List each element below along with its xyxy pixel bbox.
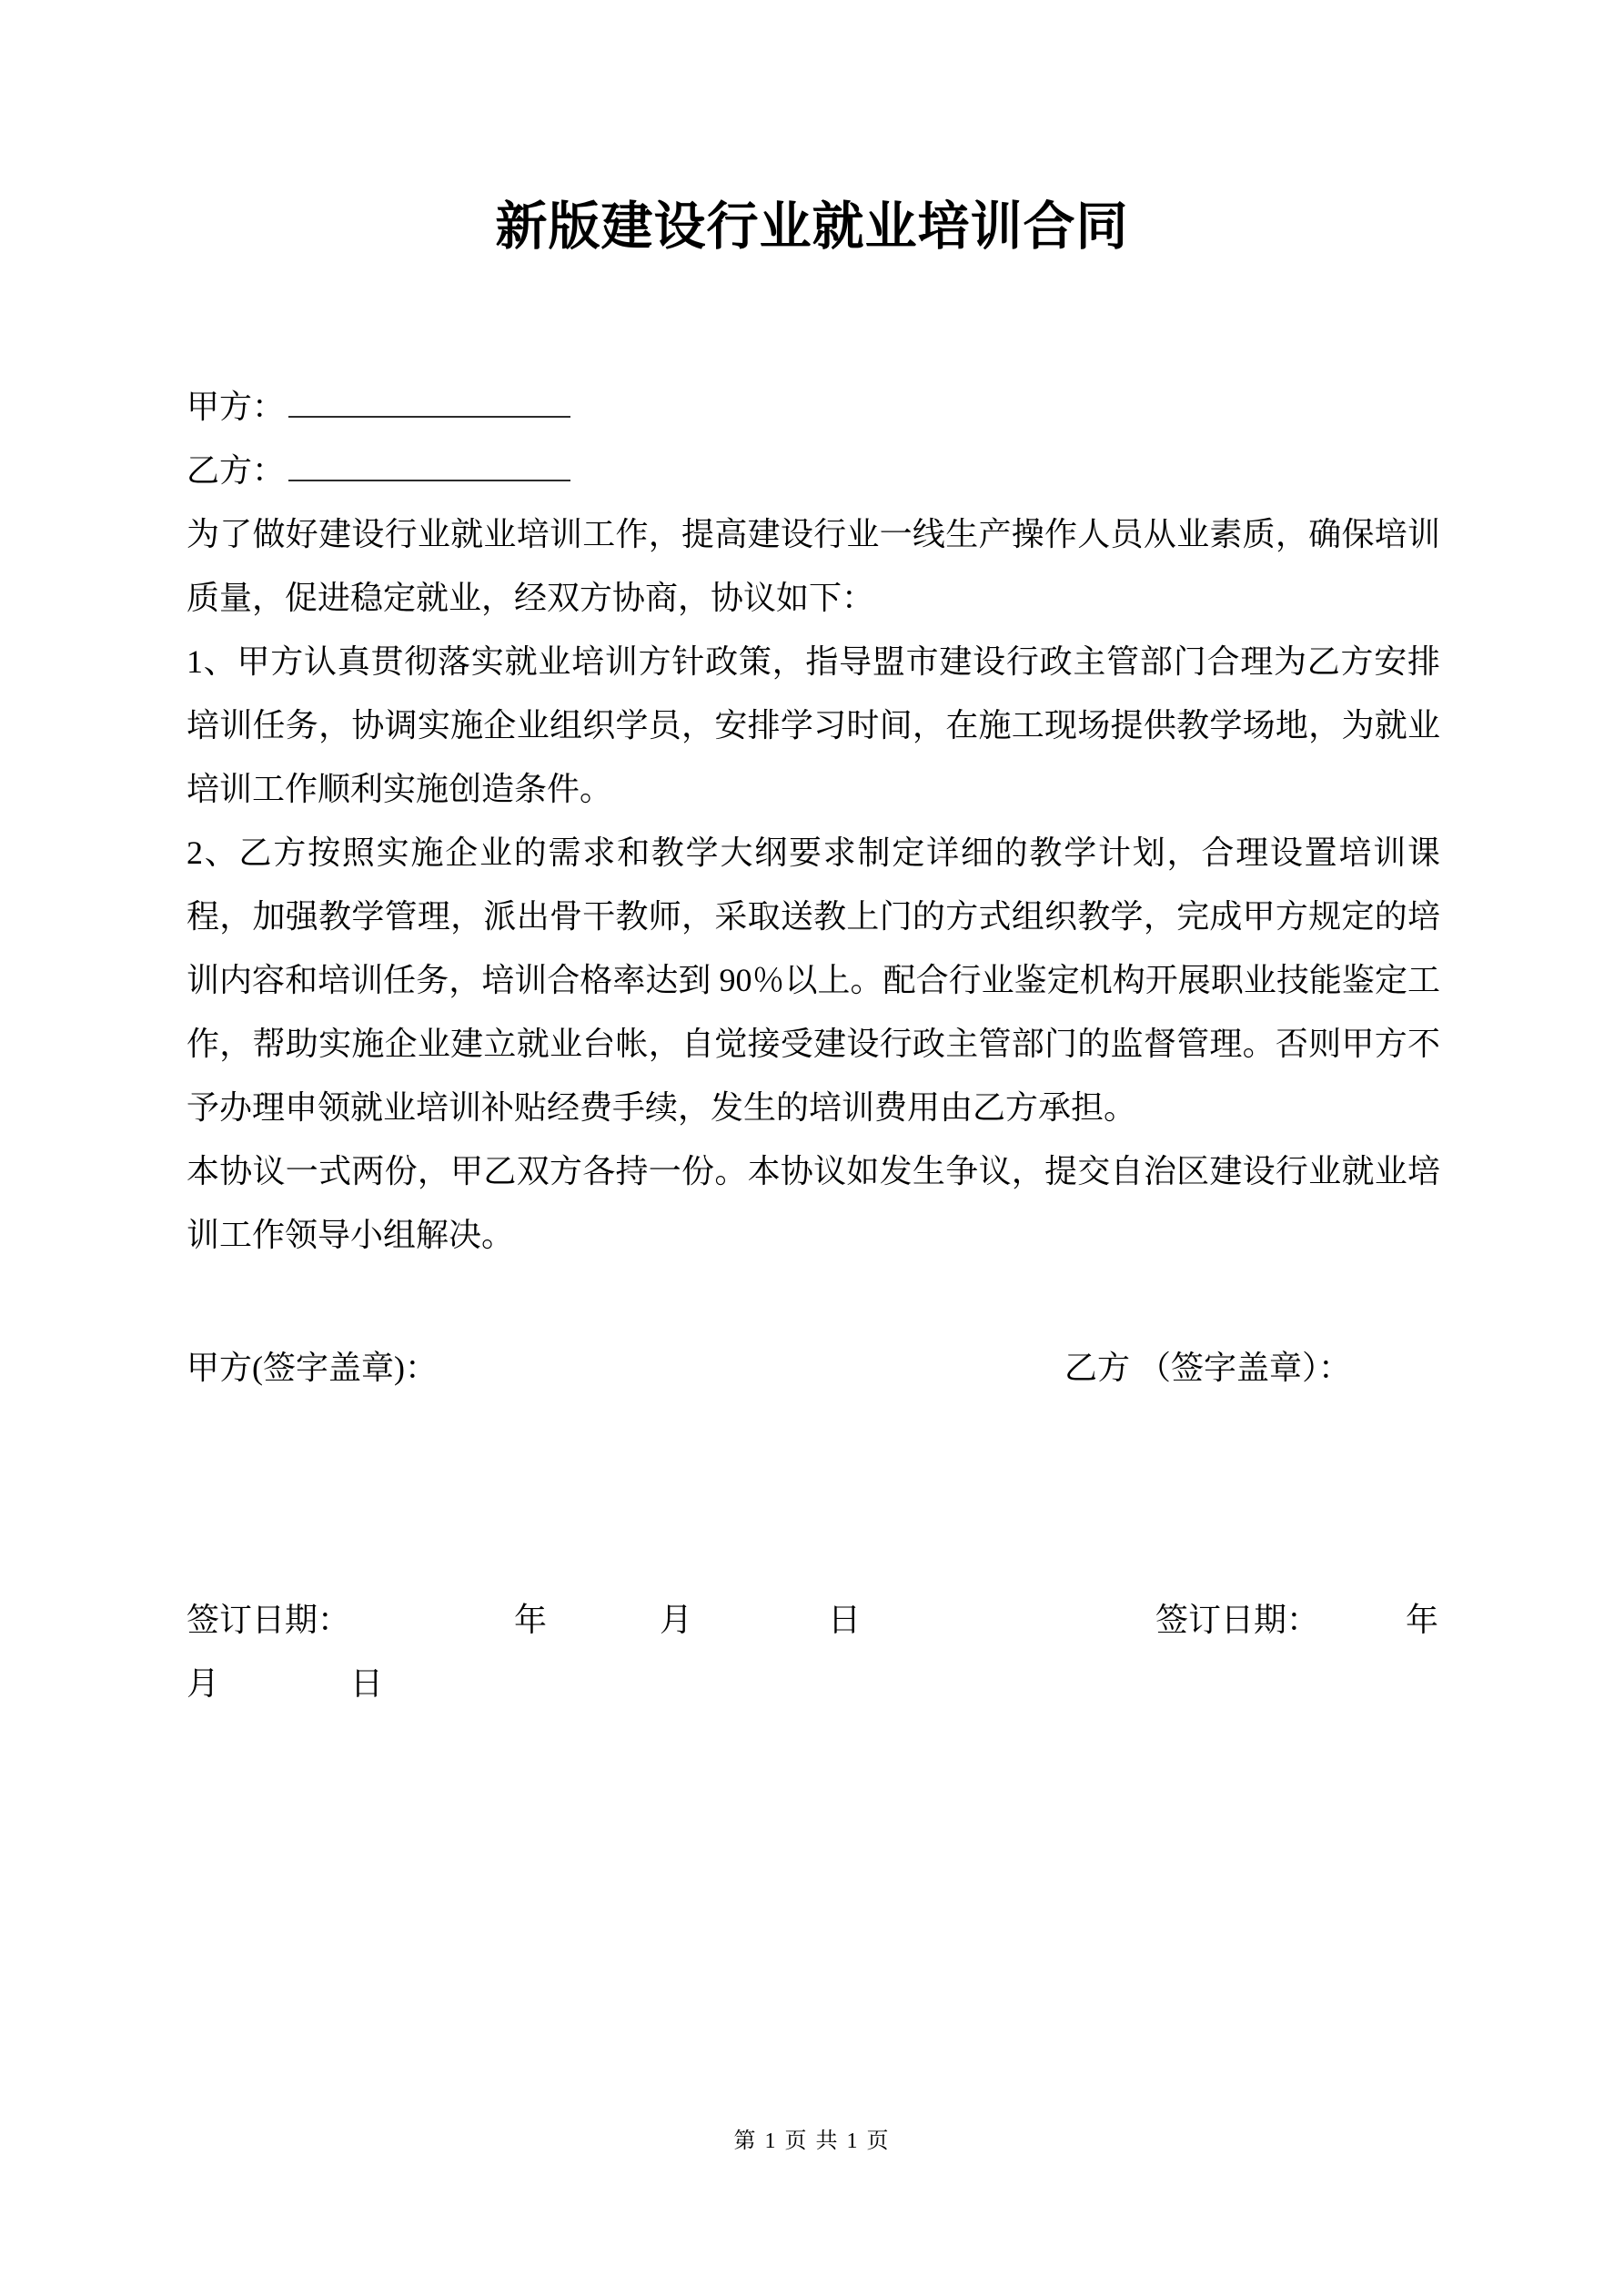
paragraph-intro: 为了做好建设行业就业培训工作，提高建设行业一线生产操作人员从业素质，确保培训质量，促进稳定就业，经双方协商，协议如下： <box>187 516 1440 616</box>
sign-date-day-a: 日 <box>828 1602 862 1638</box>
sign-date-month-b: 月 <box>187 1665 220 1702</box>
paragraph-item-2: 2、乙方按照实施企业的需求和教学大纲要求制定详细的教学计划，合理设置培训课程，加强教学管理，派出骨干教师，采取送教上门的方式组织教学，完成甲方规定的培训内容和培训任务，培训合格率达到 90％以上。配合行业鉴定机构开展职业技能鉴定工作，帮助实施企业建立就业台帐，自觉接受建设行政主管部门的监督管理。否则甲方不予办理申领就业培训补贴经费手续，发生的培训费用由乙方承担。 <box>187 834 1440 1126</box>
signature-party-b: 乙方 （签字盖章）： <box>1064 1350 1352 1386</box>
paragraph-item-1: 1、甲方认真贯彻落实就业培训方针政策，指导盟市建设行政主管部门合理为乙方安排培训任务，协调实施企业组织学员，安排学习时间，在施工现场提供教学场地，为就业培训工作顺利实施创造条件。 <box>187 643 1440 807</box>
page-title: 新版建设行业就业培训合同 <box>495 198 1129 256</box>
party-a-label: 甲方： <box>187 389 286 425</box>
party-b-label: 乙方： <box>187 452 286 489</box>
signature-row <box>187 1336 1440 1400</box>
party-b-blank-line <box>288 447 570 481</box>
sign-date-year-a: 年 <box>514 1602 548 1638</box>
party-b-row <box>187 439 1440 502</box>
paragraph-closing: 本协议一式两份，甲乙双方各持一份。本协议如发生争议，提交自治区建设行业就业培训工作领导小组解决。 <box>187 1153 1440 1253</box>
party-a-row <box>187 375 1440 439</box>
sign-date-block <box>0 1588 1624 1715</box>
document-body <box>187 375 1440 1267</box>
sign-date-label-b: 签订日期： <box>1155 1602 1320 1638</box>
party-a-blank-line <box>288 383 570 418</box>
sign-date-month-a: 月 <box>660 1602 693 1638</box>
sign-date-day-b: 日 <box>350 1665 384 1702</box>
page-footer <box>0 2126 1624 2157</box>
page-number: 第 1 页 共 1 页 <box>733 2129 891 2153</box>
sign-date-label-a: 签订日期： <box>187 1602 351 1638</box>
sign-date-year-b: 年 <box>1406 1602 1439 1638</box>
signature-party-a: 甲方(签字盖章)： <box>187 1350 438 1386</box>
